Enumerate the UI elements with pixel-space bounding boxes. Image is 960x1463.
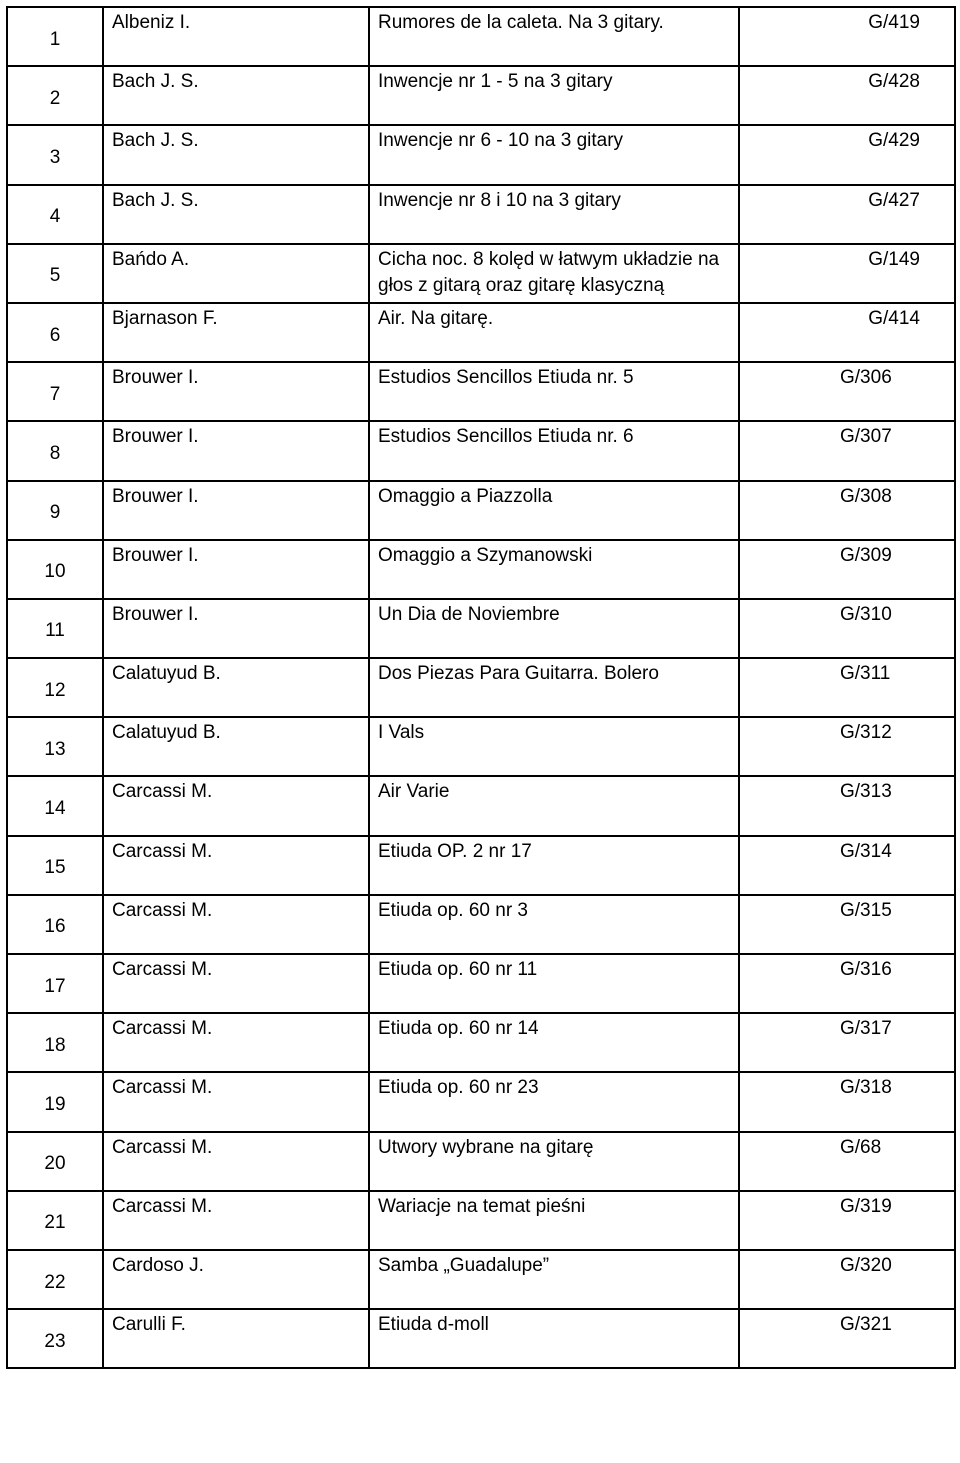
signature-cell: G/419	[739, 7, 955, 66]
title-cell: Utwory wybrane na gitarę	[369, 1132, 739, 1191]
title-cell: Dos Piezas Para Guitarra. Bolero	[369, 658, 739, 717]
composer-cell: Carcassi M.	[103, 954, 369, 1013]
table-row	[7, 125, 955, 184]
signature-cell: G/307	[739, 421, 955, 480]
signature-cell: G/314	[739, 836, 955, 895]
row-number: 8	[7, 421, 103, 480]
composer-cell: Carcassi M.	[103, 836, 369, 895]
table-row	[7, 1132, 955, 1191]
title-cell: Cicha noc. 8 kolęd w łatwym układzie na głos z gitarą oraz gitarę klasyczną	[369, 244, 739, 303]
row-number: 2	[7, 66, 103, 125]
title-cell: Samba „Guadalupe”	[369, 1250, 739, 1309]
table-row	[7, 481, 955, 540]
row-number: 1	[7, 7, 103, 66]
signature-cell: G/68	[739, 1132, 955, 1191]
row-number: 18	[7, 1013, 103, 1072]
table-row	[7, 836, 955, 895]
composer-cell: Bańdo A.	[103, 244, 369, 303]
table-row	[7, 1309, 955, 1368]
row-number: 6	[7, 303, 103, 362]
title-cell: Etiuda op. 60 nr 14	[369, 1013, 739, 1072]
title-cell: Estudios Sencillos Etiuda nr. 6	[369, 421, 739, 480]
composer-cell: Brouwer I.	[103, 362, 369, 421]
row-number: 3	[7, 125, 103, 184]
row-number: 19	[7, 1072, 103, 1131]
signature-cell: G/149	[739, 244, 955, 303]
catalog-table-body	[7, 7, 955, 1368]
signature-cell: G/318	[739, 1072, 955, 1131]
composer-cell: Calatuyud B.	[103, 717, 369, 776]
signature-cell: G/312	[739, 717, 955, 776]
title-cell: Wariacje na temat pieśni	[369, 1191, 739, 1250]
table-row	[7, 303, 955, 362]
table-row	[7, 1013, 955, 1072]
composer-cell: Cardoso J.	[103, 1250, 369, 1309]
signature-cell: G/311	[739, 658, 955, 717]
table-row	[7, 895, 955, 954]
row-number: 16	[7, 895, 103, 954]
table-row	[7, 1250, 955, 1309]
table-row	[7, 421, 955, 480]
row-number: 21	[7, 1191, 103, 1250]
title-cell: Etiuda op. 60 nr 11	[369, 954, 739, 1013]
title-cell: Etiuda op. 60 nr 3	[369, 895, 739, 954]
row-number: 5	[7, 244, 103, 303]
composer-cell: Carcassi M.	[103, 1191, 369, 1250]
composer-cell: Carcassi M.	[103, 1072, 369, 1131]
table-row	[7, 954, 955, 1013]
signature-cell: G/315	[739, 895, 955, 954]
table-row	[7, 717, 955, 776]
signature-cell: G/308	[739, 481, 955, 540]
composer-cell: Carcassi M.	[103, 1132, 369, 1191]
composer-cell: Carcassi M.	[103, 895, 369, 954]
composer-cell: Brouwer I.	[103, 421, 369, 480]
composer-cell: Bach J. S.	[103, 125, 369, 184]
signature-cell: G/316	[739, 954, 955, 1013]
table-row	[7, 658, 955, 717]
signature-cell: G/320	[739, 1250, 955, 1309]
table-row	[7, 1191, 955, 1250]
title-cell: Un Dia de Noviembre	[369, 599, 739, 658]
title-cell: Estudios Sencillos Etiuda nr. 5	[369, 362, 739, 421]
title-cell: Rumores de la caleta. Na 3 gitary.	[369, 7, 739, 66]
row-number: 22	[7, 1250, 103, 1309]
table-row	[7, 1072, 955, 1131]
composer-cell: Carcassi M.	[103, 1013, 369, 1072]
signature-cell: G/428	[739, 66, 955, 125]
row-number: 7	[7, 362, 103, 421]
title-cell: Air Varie	[369, 776, 739, 835]
composer-cell: Brouwer I.	[103, 599, 369, 658]
row-number: 9	[7, 481, 103, 540]
signature-cell: G/313	[739, 776, 955, 835]
table-row	[7, 540, 955, 599]
row-number: 14	[7, 776, 103, 835]
table-row	[7, 599, 955, 658]
composer-cell: Carcassi M.	[103, 776, 369, 835]
signature-cell: G/429	[739, 125, 955, 184]
title-cell: Etiuda op. 60 nr 23	[369, 1072, 739, 1131]
signature-cell: G/317	[739, 1013, 955, 1072]
row-number: 4	[7, 185, 103, 244]
row-number: 11	[7, 599, 103, 658]
title-cell: I Vals	[369, 717, 739, 776]
table-row	[7, 185, 955, 244]
composer-cell: Brouwer I.	[103, 481, 369, 540]
title-cell: Inwencje nr 8 i 10 na 3 gitary	[369, 185, 739, 244]
table-row	[7, 7, 955, 66]
composer-cell: Brouwer I.	[103, 540, 369, 599]
signature-cell: G/321	[739, 1309, 955, 1368]
row-number: 20	[7, 1132, 103, 1191]
title-cell: Omaggio a Szymanowski	[369, 540, 739, 599]
signature-cell: G/319	[739, 1191, 955, 1250]
table-row	[7, 244, 955, 303]
row-number: 13	[7, 717, 103, 776]
composer-cell: Albeniz I.	[103, 7, 369, 66]
row-number: 17	[7, 954, 103, 1013]
signature-cell: G/309	[739, 540, 955, 599]
title-cell: Inwencje nr 1 - 5 na 3 gitary	[369, 66, 739, 125]
signature-cell: G/427	[739, 185, 955, 244]
row-number: 23	[7, 1309, 103, 1368]
catalog-table	[6, 6, 956, 1369]
row-number: 12	[7, 658, 103, 717]
table-row	[7, 362, 955, 421]
title-cell: Air. Na gitarę.	[369, 303, 739, 362]
composer-cell: Bjarnason F.	[103, 303, 369, 362]
title-cell: Omaggio a Piazzolla	[369, 481, 739, 540]
composer-cell: Bach J. S.	[103, 185, 369, 244]
signature-cell: G/310	[739, 599, 955, 658]
catalog-table-wrapper	[6, 6, 956, 1460]
composer-cell: Bach J. S.	[103, 66, 369, 125]
row-number: 10	[7, 540, 103, 599]
title-cell: Inwencje nr 6 - 10 na 3 gitary	[369, 125, 739, 184]
title-cell: Etiuda OP. 2 nr 17	[369, 836, 739, 895]
table-row	[7, 776, 955, 835]
composer-cell: Calatuyud B.	[103, 658, 369, 717]
signature-cell: G/306	[739, 362, 955, 421]
title-cell: Etiuda d-moll	[369, 1309, 739, 1368]
composer-cell: Carulli F.	[103, 1309, 369, 1368]
table-row	[7, 66, 955, 125]
row-number: 15	[7, 836, 103, 895]
signature-cell: G/414	[739, 303, 955, 362]
